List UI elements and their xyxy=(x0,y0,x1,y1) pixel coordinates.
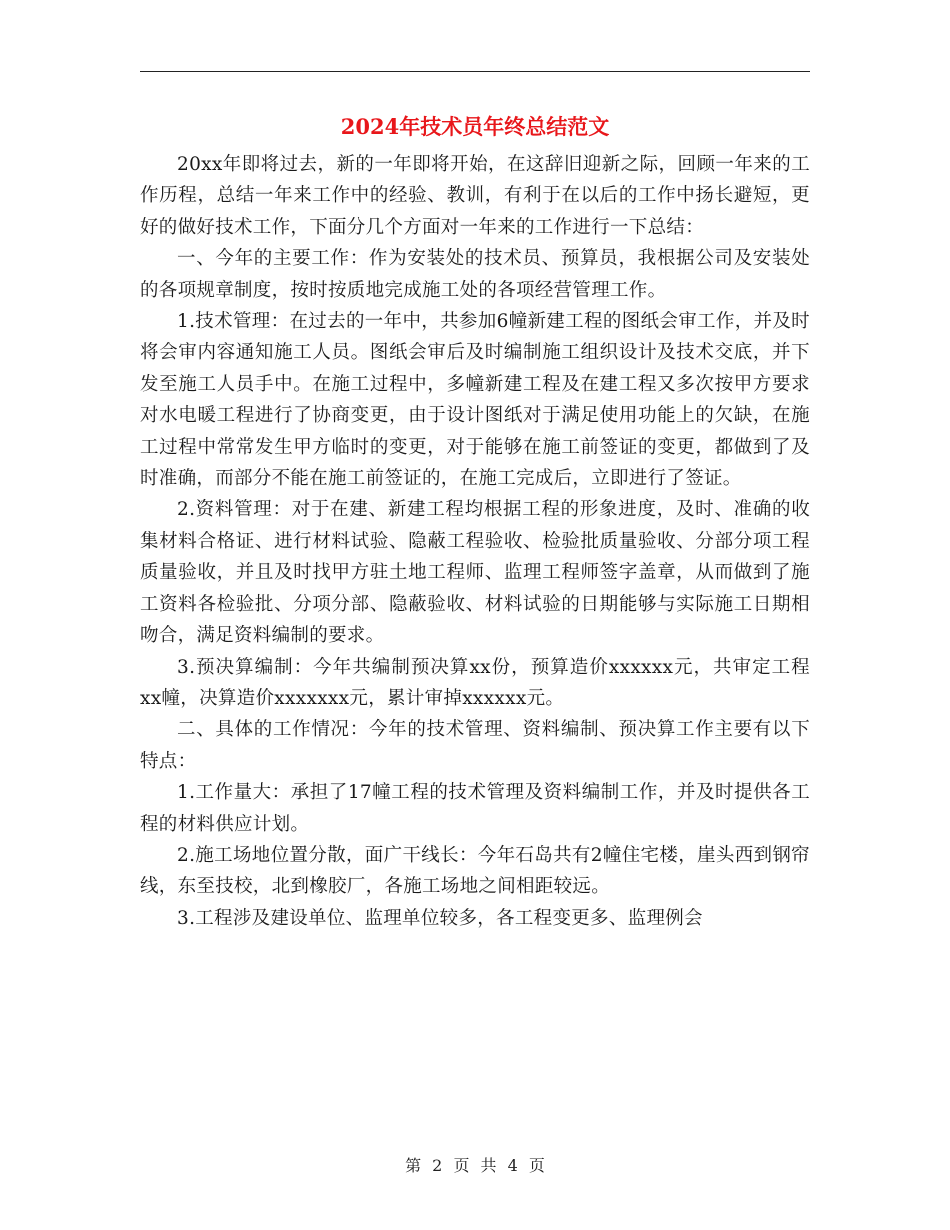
header-rule xyxy=(140,71,810,72)
paragraph-section-1: 一、今年的主要工作：作为安装处的技术员、预算员，我根据公司及安装处的各项规章制度，按时按质地完成施工处的各项经营管理工作。 xyxy=(140,248,810,301)
paragraph-workload: 1.工作量大：承担了17幢工程的技术管理及资料编制工作，并及时提供各工程的材料供应计划。 xyxy=(140,782,810,835)
paragraph-budget: 3.预决算编制：今年共编制预决算xx份，预算造价xxxxxx元，共审定工程xx幢，决算造价xxxxxxx元，累计审掉xxxxxx元。 xyxy=(140,656,810,709)
document-body xyxy=(140,149,810,934)
paragraph-section-2: 二、具体的工作情况：今年的技术管理、资料编制、预决算工作主要有以下特点： xyxy=(140,719,810,772)
paragraph-intro: 20xx年即将过去，新的一年即将开始，在这辞旧迎新之际，回顾一年来的工作历程，总结一年来工作中的经验、教训，有利于在以后的工作中扬长避短，更好的做好技术工作，下面分几个方面对一年来的工作进行一下总结： xyxy=(140,154,810,238)
paragraph-data-management: 2.资料管理：对于在建、新建工程均根据工程的形象进度，及时、准确的收集材料合格证、进行材料试验、隐蔽工程验收、检验批质量验收、分部分项工程质量验收，并且及时找甲方驻土地工程师、监理工程师签字盖章，从而做到了施工资料各检验批、分项分部、隐蔽验收、材料试验的日期能够与实际施工日期相吻合，满足资料编制的要求。 xyxy=(140,499,810,647)
paragraph-units: 3.工程涉及建设单位、监理单位较多，各工程变更多、监理例会 xyxy=(177,907,703,929)
page-footer: 第 2 页 共 4 页 xyxy=(405,1156,545,1175)
paragraph-tech-management: 1.技术管理：在过去的一年中，共参加6幢新建工程的图纸会审工作，并及时将会审内容通知施工人员。图纸会审后及时编制施工组织设计及技术交底，并下发至施工人员手中。在施工过程中，多幢新建工程及在建工程又多次按甲方要求对水电暖工程进行了协商变更，由于设计图纸对于满足使用功能上的欠缺，在施工过程中常常发生甲方临时的变更，对于能够在施工前签证的变更，都做到了及时准确，而部分不能在施工前签证的，在施工完成后，立即进行了签证。 xyxy=(140,311,810,490)
document-title: 2024年技术员年终总结范文 xyxy=(340,114,610,139)
paragraph-sites: 2.施工场地位置分散，面广干线长：今年石岛共有2幢住宅楼，崖头西到钢帘线，东至技校，北到橡胶厂，各施工场地之间相距较远。 xyxy=(140,844,810,898)
